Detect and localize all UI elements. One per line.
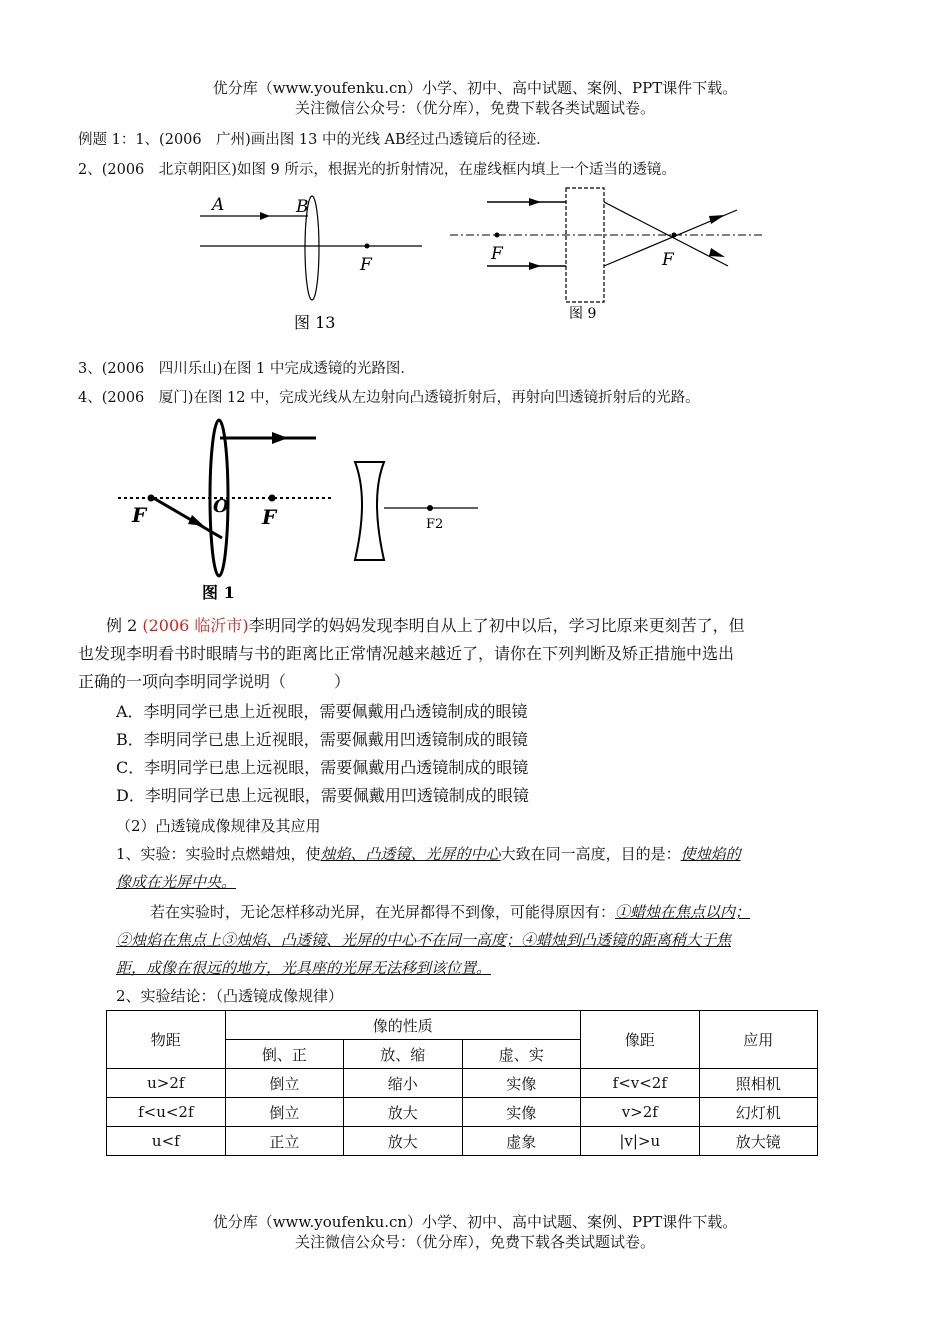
table-cell: 虚象 <box>462 1127 580 1156</box>
header-application: 应用 <box>699 1011 817 1069</box>
fig1-label-o: O <box>213 496 229 517</box>
table-cell: f<u<2f <box>107 1098 226 1127</box>
figure-13 <box>190 190 430 340</box>
option-b: B．李明同学已患上近视眼，需要佩戴用凹透镜制成的眼镜 <box>116 730 528 749</box>
figure-9 <box>445 180 775 325</box>
table-cell: u>2f <box>107 1069 226 1098</box>
fig9-label-f-left: F <box>491 244 503 264</box>
table-cell: 倒立 <box>225 1098 343 1127</box>
fig1-caption: 图 1 <box>202 583 235 602</box>
section-2-title: （2）凸透镜成像规律及其应用 <box>116 817 321 835</box>
experiment-text-b: 烛焰、凸透镜、光屏的中心 <box>320 845 501 863</box>
fig13-caption: 图 13 <box>294 313 336 332</box>
fig1-label-f2: F2 <box>426 517 444 532</box>
fig9-label-f-right: F <box>662 250 674 270</box>
figure-1 <box>112 410 492 602</box>
reason-text-a: 若在实验时，无论怎样移动光屏，在光屏都得不到像，可能得原因有： <box>150 903 616 921</box>
conclusion: 2、实验结论：（凸透镜成像规律） <box>116 987 344 1005</box>
table-row <box>107 1127 818 1156</box>
table-cell: 倒立 <box>225 1069 343 1098</box>
question-1: 例题 1：1、(2006 广州)画出图 13 中的光线 AB经过凸透镜后的径迹． <box>78 132 551 148</box>
header-image-distance: 像距 <box>580 1011 699 1069</box>
table-cell: 放大 <box>344 1127 462 1156</box>
subheader-size: 放、缩 <box>344 1040 462 1069</box>
experiment-line-2 <box>116 868 916 896</box>
reason-line-2 <box>116 926 906 954</box>
example-2-prefix: 例 2 <box>106 616 138 635</box>
experiment-text-a: 1、实验：实验时点燃蜡烛，使 <box>116 845 321 863</box>
table-cell: 实像 <box>462 1069 580 1098</box>
footer-line-2: 关注微信公众号：（优分库），免费下载各类试题试卷。 <box>294 1233 655 1251</box>
imaging-rules-table <box>106 1010 818 1156</box>
option-d: D．李明同学已患上远视眼，需要佩戴用凹透镜制成的眼镜 <box>116 786 529 805</box>
footer-line-1: 优分库（www.youfenku.cn）小学、初中、高中试题、案例、PPT课件下载。 <box>212 1213 738 1231</box>
experiment-text-d: 使烛焰的 <box>680 845 741 863</box>
table-row <box>107 1069 818 1098</box>
header-line-2: 关注微信公众号：（优分库），免费下载各类试题试卷。 <box>294 99 655 117</box>
table-cell: 正立 <box>225 1127 343 1156</box>
fig13-label-a: A <box>212 195 225 215</box>
table-row <box>107 1098 818 1127</box>
header-image-nature: 像的性质 <box>225 1011 580 1040</box>
fig9-caption: 图 9 <box>569 306 597 322</box>
reason-line-1 <box>150 898 910 926</box>
fig13-label-b: B <box>296 197 309 217</box>
table-cell: u<f <box>107 1127 226 1156</box>
example-2-source: (2006 临沂市) <box>142 616 249 635</box>
reason-text-c: ②烛焰在焦点上③烛焰、凸透镜、光屏的中心不在同一高度；④蜡烛到凸透镜的距离稍大于焦 <box>116 931 732 949</box>
question-2: 2、(2006 北京朝阳区)如图 9 所示，根据光的折射情况，在虚线框内填上一个适当的透镜。 <box>78 162 676 178</box>
fig1-label-f-left: F <box>132 503 147 527</box>
table-cell: |v|>u <box>580 1127 699 1156</box>
reason-line-3 <box>116 954 916 982</box>
subheader-real-virtual: 虚、实 <box>462 1040 580 1069</box>
table-cell: v>2f <box>580 1098 699 1127</box>
option-c: C．李明同学已患上远视眼，需要佩戴用凸透镜制成的眼镜 <box>116 758 529 777</box>
example-2-text-1: 李明同学的妈妈发现李明自从上了初中以后，学习比原来更刻苦了，但 <box>248 616 745 635</box>
fig1-label-f-right: F <box>262 505 277 529</box>
example-2-text-3: 正确的一项向李明同学说明（ ） <box>78 672 351 691</box>
table-cell: 放大镜 <box>699 1127 817 1156</box>
table-cell: 照相机 <box>699 1069 817 1098</box>
reason-text-d: 距，成像在很远的地方，光具座的光屏无法移到该位置。 <box>116 959 492 977</box>
question-3: 3、(2006 四川乐山)在图 1 中完成透镜的光路图． <box>78 361 415 377</box>
table-cell: 缩小 <box>344 1069 462 1098</box>
reason-text-b: ①蜡烛在焦点以内； <box>615 903 751 921</box>
option-a: A．李明同学已患上近视眼，需要佩戴用凸透镜制成的眼镜 <box>116 702 528 721</box>
table-cell: 实像 <box>462 1098 580 1127</box>
example-2-text-2: 也发现李明看书时眼睛与书的距离比正常情况越来越近了，请你在下列判断及矫正措施中选出 <box>78 644 735 663</box>
example-2 <box>106 612 886 640</box>
experiment-line <box>116 840 896 868</box>
question-4: 4、(2006 厦门)在图 12 中，完成光线从左边射向凸透镜折射后，再射向凹透镜折射后的光路。 <box>78 390 700 406</box>
experiment-text-c: 大致在同一高度，目的是： <box>500 845 681 863</box>
header-object-distance: 物距 <box>107 1011 226 1069</box>
header-line-1: 优分库（www.youfenku.cn）小学、初中、高中试题、案例、PPT课件下载。 <box>212 79 738 97</box>
table-cell: 放大 <box>344 1098 462 1127</box>
table-cell: 幻灯机 <box>699 1098 817 1127</box>
fig13-label-f: F <box>360 255 372 275</box>
experiment-text-e: 像成在光屏中央。 <box>116 873 237 891</box>
table-cell: f<v<2f <box>580 1069 699 1098</box>
subheader-orientation: 倒、正 <box>225 1040 343 1069</box>
